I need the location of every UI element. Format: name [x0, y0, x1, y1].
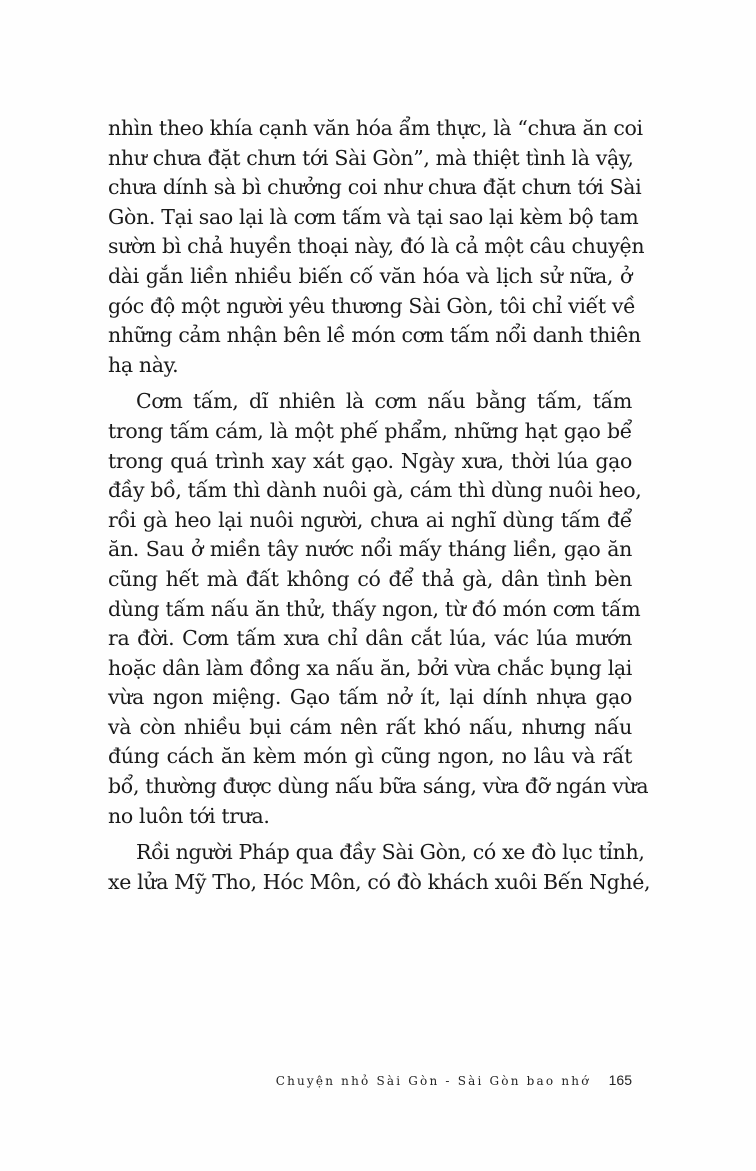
text-line: no luôn tới trưa.	[108, 803, 270, 828]
text-line: bổ, thường được dùng nấu bữa sáng, vừa đỡ ngán vừa	[108, 774, 649, 799]
text-line: rồi gà heo lại nuôi người, chưa ai nghĩ dùng tấm để	[108, 507, 632, 532]
text-line: Cơm tấm, dĩ nhiên là cơm nấu bằng tấm, tấm	[136, 389, 632, 414]
text-line: những cảm nhận bên lề món cơm tấm nổi danh thiên	[108, 323, 641, 348]
text-line: cũng hết mà đất không có để thả gà, dân tình bèn	[108, 566, 632, 591]
running-title: Chuyện nhỏ Sài Gòn - Sài Gòn bao nhớ	[275, 1074, 591, 1088]
text-line: Rồi người Pháp qua đầy Sài Gòn, có xe đò lục tỉnh,	[136, 840, 645, 865]
text-line: dài gắn liền nhiều biến cố văn hóa và lịch sử nữa, ở	[108, 263, 632, 288]
text-line: và còn nhiều bụi cám nên rất khó nấu, nhưng nấu	[108, 714, 632, 739]
text-line: sườn bì chả huyền thoại này, đó là cả một câu chuyện	[108, 234, 645, 259]
body-text	[108, 114, 651, 897]
text-line: xe lửa Mỹ Tho, Hóc Môn, có đò khách xuôi Bến Nghé,	[108, 869, 651, 894]
text-line: đúng cách ăn kèm món gì cũng ngon, no lâu và rất	[108, 744, 632, 769]
text-line: hoặc dân làm đồng xa nấu ăn, bởi vừa chắc bụng lại	[108, 655, 632, 680]
text-line: vừa ngon miệng. Gạo tấm nở ít, lại dính nhựa gạo	[108, 685, 632, 710]
text-line: đầy bồ, tấm thì dành nuôi gà, cám thì dùng nuôi heo,	[108, 478, 642, 503]
text-line: hạ này.	[108, 352, 179, 377]
text-line: dùng tấm nấu ăn thử, thấy ngon, từ đó món cơm tấm	[108, 596, 641, 621]
text-line: góc độ một người yêu thương Sài Gòn, tôi chỉ viết về	[108, 293, 636, 318]
paragraph-1	[108, 114, 645, 380]
text-line: như chưa đặt chưn tới Sài Gòn”, mà thiệt tình là vậy,	[108, 145, 634, 170]
text-line: chưa dính sà bì chưởng coi như chưa đặt chưn tới Sài	[108, 175, 642, 200]
text-line: Gòn. Tại sao lại là cơm tấm và tại sao lại kèm bộ tam	[108, 204, 639, 229]
paragraph-3	[108, 838, 651, 897]
page-footer	[270, 1072, 632, 1088]
paragraph-2	[108, 387, 649, 831]
page-number: 165	[608, 1072, 632, 1088]
text-line: nhìn theo khía cạnh văn hóa ẩm thực, là “chưa ăn coi	[108, 116, 643, 140]
text-line: ra đời. Cơm tấm xưa chỉ dân cắt lúa, vác lúa mướn	[108, 626, 632, 651]
text-line: trong quá trình xay xát gạo. Ngày xưa, thời lúa gạo	[108, 448, 632, 473]
text-line: ăn. Sau ở miền tây nước nổi mấy tháng liền, gạo ăn	[108, 537, 632, 562]
text-line: trong tấm cám, là một phế phẩm, những hạt gạo bể	[108, 418, 632, 443]
